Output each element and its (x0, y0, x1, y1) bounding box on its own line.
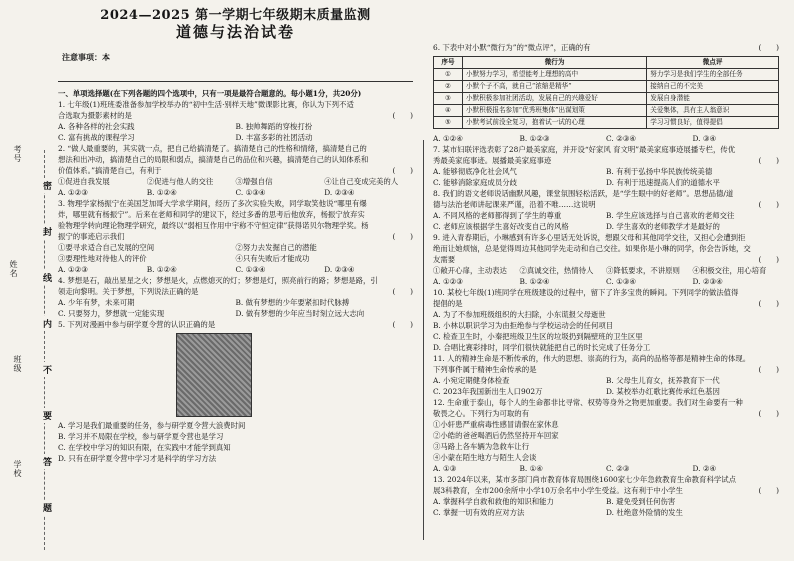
question-stem-text: 友需要 (433, 255, 456, 264)
question-stem-line (58, 143, 413, 154)
answer-option: D. ②③④ (324, 265, 355, 274)
answer-option: D. 有利于迅速提高人们的道德水平 (606, 178, 720, 187)
question-stem-line (58, 198, 413, 209)
question-block (433, 144, 779, 188)
question-block (433, 397, 779, 474)
answer-option-row (58, 264, 413, 275)
answer-option: A. ①②③ (58, 265, 88, 274)
table-cell: 小默个子不高，就自己“浓缩是精华” (463, 81, 647, 93)
question-stem-text: 2. “做人最重要的，其实就一点，把自己给搞清楚了。搞清楚自己的性格和情绪，搞清楚自己的 (58, 144, 367, 153)
table-cell: ③ (434, 93, 463, 105)
question-stem-text: 领走向黎明。关于梦想，下列说法正确的是 (58, 287, 199, 296)
binding-strip (0, 140, 36, 561)
answer-option-row (433, 221, 779, 232)
answer-option-row (58, 431, 413, 442)
question-stem-line (433, 144, 779, 155)
answer-option-row (433, 496, 779, 507)
answer-option: ④积极交往，用心培育 (692, 266, 767, 275)
question-stem-text: 9. 进入青春期后，小琳感到有许多心里话无处诉说，想跟父母和其他同学交往，又担心会遭到拒 (433, 233, 746, 242)
question-stem: 6. 下表中对小默“微行为”的“微点评”，正确的有 ( ) (433, 43, 779, 52)
answer-option: B. 有利于弘扬中华民族传统美德 (606, 167, 713, 176)
answer-option: ①要寻求适合自己发展的空间 (58, 243, 155, 252)
seal-char: 要 (40, 408, 53, 423)
question-stem-text: 11. 人的精神生命是不断传承的，伟大的思想、崇高的行为，高尚的品格等都是精神生命的体现。 (433, 354, 751, 363)
answer-option: ②促进与他人的交往 (146, 177, 214, 186)
answer-option: ②真诚交往，热情待人 (519, 266, 594, 275)
question-stem-line (58, 110, 413, 121)
section-heading: 一、单项选择题(在下列各题的四个选项中，只有一项是最符合题意的。每小题1分，共20分) (58, 89, 362, 98)
question-stem-text: 炸，哪里就有杨振宁”。后来在老师和同学的建议下，经过多番的思考后他放弃，杨振宁放弃实 (58, 210, 365, 219)
answer-option-row (58, 132, 413, 143)
binding-label-name: 姓名 (9, 260, 18, 278)
question-stem-text: 振宁的事迹启示我们 (58, 232, 125, 241)
answer-option: ③要理性地对待他人的评价 (58, 254, 147, 263)
answer-option-row (433, 463, 779, 474)
answer-option: C. ①③④ (606, 277, 636, 286)
question-stem-text: 12. 生命重于泰山，每个人的生命都非比寻常、权势等身外之物更加重要。我们对生命要有一种 (433, 398, 743, 407)
answer-option-row (58, 442, 413, 453)
table-cell: 关爱集体，具有主人翁意识 (647, 105, 779, 117)
question-stem-line (58, 319, 413, 330)
question-stem-text: 想法和出冲动，搞清楚自己的局限和弱点，搞清楚自己的品位和兴趣，搞清楚自己的认知体系和 (58, 155, 369, 164)
answer-paren: ( ) (392, 111, 413, 120)
answer-option: ②努力去发掘自己的潜能 (235, 243, 317, 252)
header-divider (58, 81, 413, 82)
answer-option: C. 能够消除家庭成员分歧 (433, 178, 517, 187)
answer-option: D. ②③④ (324, 188, 355, 197)
question-stem-text: 提倡的是 (433, 299, 463, 308)
question-stem-text: 合选取为摄影素材的是 (58, 111, 132, 120)
question-stem-line (58, 231, 413, 242)
question-stem-text: 展3科教育，全市200余所中小学10万余名中小学生受益。这有利于中小学生 (433, 486, 683, 495)
table-cell: 学习习惯良好，值得提倡 (647, 117, 779, 129)
answer-option: ③马路上各车辆为急救车让行 (433, 442, 530, 451)
answer-option: B. ①②④ (146, 265, 177, 274)
answer-option: B. ①②④ (519, 277, 550, 286)
answer-option: A. 小宛定期健身体检查 (433, 376, 510, 385)
question-stem-line (433, 474, 779, 485)
answer-option: C. ①③④ (235, 265, 266, 274)
table-cell: 接纳自己的不完美 (647, 81, 779, 93)
answer-option: B. 避免受到任何伤害 (606, 497, 676, 506)
answer-paren: ( ) (392, 287, 413, 296)
question-stem-line (58, 209, 413, 220)
answer-option-row (58, 187, 413, 198)
question-stem-text: 5. 下列对漫画中参与研学夏令营的认识正确的是 (58, 320, 216, 329)
right-questions (433, 144, 779, 518)
question-block (58, 99, 413, 143)
answer-option: A. 不同风格的老师都得到了学生的尊重 (433, 211, 562, 220)
answer-option: D. 只有在研学夏令营中学习才是科学的学习方法 (58, 454, 217, 463)
answer-option-row (433, 452, 779, 463)
answer-paren: ( ) (392, 320, 413, 329)
question-stem-text: 德与法治老师讲起课来严谨，沿着不唯……这说明 (433, 200, 596, 209)
study-tour-cartoon (176, 333, 252, 417)
question-stem-text: 13. 2024年以来，某市多部门尚市教育体育局围绕1600家七少年急救教育生命教育科学试点 (433, 475, 737, 484)
answer-option-row (58, 308, 413, 319)
table-cell: ⑤ (434, 117, 463, 129)
table-row (434, 81, 779, 93)
question-stem-text: 4. 梦想是石，敲出星星之火；梦想是火，点燃熄灭的灯；梦想是灯，照亮前行的路；梦想是路，引 (58, 276, 378, 285)
seal-char: 题 (40, 500, 53, 515)
question-stem-line (58, 286, 413, 297)
answer-option: ①小轩患严重病毒性感冒请假在家休息 (433, 420, 559, 429)
answer-option: C. 老师应该根据学生喜好改变自己的风格 (433, 222, 569, 231)
answer-option: B. 独帅舞蹈的穿梭打扮 (235, 122, 313, 131)
table-header-row (434, 57, 779, 69)
question-stem-text: 秀最美家庭事迹。展播最美家庭事迹 (433, 156, 552, 165)
answer-option-row (433, 386, 779, 397)
answer-paren: ( ) (758, 486, 779, 495)
answer-options (433, 133, 779, 144)
answer-option-row (58, 242, 413, 253)
answer-paren: ( ) (758, 255, 779, 264)
answer-option: ①促进自我发展 (58, 177, 110, 186)
answer-option: C. 在学校中学习的知识有限，在实践中才能学到真知 (58, 443, 231, 452)
table-header-cell: 微行为 (463, 57, 647, 69)
answer-option: ④让自己变成完美的人 (324, 177, 399, 186)
exam-title-line1: 2024—2025 第一学期七年级期末质量监测 (100, 8, 371, 23)
right-column (433, 42, 779, 518)
answer-option-row (433, 210, 779, 221)
answer-paren: ( ) (758, 156, 779, 165)
answer-option-row (58, 121, 413, 132)
question-stem-text: 敬畏之心。下列行为可取的有 (433, 409, 530, 418)
table-cell: 小默考试前没全复习，抱着试一试的心理 (463, 117, 647, 129)
question-stem-line (58, 165, 413, 176)
answer-option-row (58, 420, 413, 431)
question-block (58, 198, 413, 275)
answer-option: A. 能够彻底净化社会风气 (433, 167, 517, 176)
behavior-table (433, 56, 779, 129)
answer-paren: ( ) (758, 200, 779, 209)
question-stem-line (433, 232, 779, 243)
answer-option-row (433, 265, 779, 276)
question-stem-line (58, 220, 413, 231)
seal-char: 密 (40, 178, 53, 193)
answer-option: A. 各种各样的社会实践 (58, 122, 135, 131)
column-divider (423, 140, 424, 540)
answer-option: C. 2023年我国新出生人口902万 (433, 387, 543, 396)
answer-option-row (433, 430, 779, 441)
table-cell: 小默积极报名参加“优秀班集体”出谋划策 (463, 105, 647, 117)
answer-option: A. 少年有梦，未来可期 (58, 298, 135, 307)
left-column (58, 6, 413, 464)
answer-option: D. ②④ (692, 464, 717, 473)
answer-option: D. ③④ (692, 134, 717, 143)
table-row (434, 69, 779, 81)
answer-option: B. ①②③ (519, 134, 550, 143)
answer-option-row (433, 419, 779, 430)
answer-option: B. 学习并不局限在学校，参与研学夏令营也是学习 (58, 432, 224, 441)
answer-option-row (433, 507, 779, 518)
answer-option: B. 小林以职识学习为由拒绝参与学校运动会的任何项目 (433, 321, 614, 330)
answer-option: D. 合唱比赛彩排时，同学们很快就能把自己的时长完成了任务分工 (433, 343, 651, 352)
answer-option: C. ②③ (606, 464, 630, 473)
answer-option: ④只有失败后才能成功 (235, 254, 310, 263)
question-stem-line (433, 155, 779, 166)
answer-option: ①敞开心扉，主动表达 (433, 266, 507, 275)
answer-option: B. 做有梦想的少年要紧扣时代脉搏 (235, 298, 350, 307)
answer-option: D. 做有梦想的少年应当时刻立远大志向 (235, 309, 365, 318)
table-row (434, 93, 779, 105)
binding-label-school: 学校 (13, 460, 22, 478)
question-stem-text: 10. 某校七年级(1)班同学在班级建设的过程中，留下了许多宝贵的瞬间。下列同学的做法值得 (433, 288, 739, 297)
answer-option: A. ①③ (433, 464, 457, 473)
answer-option: C. 掌握一切有效的应对方法 (433, 508, 525, 517)
question-block (433, 232, 779, 287)
answer-option: ④小蒙在陌生地方与陌生人会谈 (433, 453, 537, 462)
question-stem-line (433, 287, 779, 298)
table-cell: ② (434, 81, 463, 93)
question-stem-line (433, 353, 779, 364)
answer-option-row (58, 253, 413, 264)
answer-option: ③增强自信 (235, 177, 273, 186)
question-stem-line (433, 298, 779, 309)
answer-option-row (58, 453, 413, 464)
seal-char: 不 (40, 362, 53, 377)
question-stem-text: 价值体系。”搞清楚自己，有利于 (58, 166, 162, 175)
answer-option-row (58, 176, 413, 187)
answer-option: A. 掌握科学自救和救他的知识和能力 (433, 497, 554, 506)
answer-option-row (433, 177, 779, 188)
seal-char: 线 (40, 270, 53, 285)
answer-option-row (433, 276, 779, 287)
question-stem-line (433, 485, 779, 496)
answer-option: D. 丰富多彩的社团活动 (235, 133, 313, 142)
seal-char: 封 (40, 224, 53, 239)
answer-paren: ( ) (758, 409, 779, 418)
question-block (58, 319, 413, 464)
answer-option: C. 只要努力，梦想就一定能实现 (58, 309, 165, 318)
question-stem-text: 1. 七年级(1)班班委准备参加学校举办的“初中生活·别样天地”微课影比赛，你认为下列不适 (58, 100, 354, 109)
table-cell: 努力学习是我们学生的全部任务 (647, 69, 779, 81)
answer-option: A. ①②④ (433, 134, 463, 143)
answer-option-row (433, 309, 779, 320)
question-stem-line (433, 397, 779, 408)
answer-option: D. ②③④ (692, 277, 723, 286)
answer-paren: ( ) (758, 365, 779, 374)
question-stem-line (433, 188, 779, 199)
table-row (434, 105, 779, 117)
answer-paren: ( ) (758, 299, 779, 308)
question-stem-text: 8. 我们的语文老师说话幽默风趣，课堂氛围轻松活跃，是“学生眼中的好老师”。思想品德/道 (433, 189, 734, 198)
binding-label-class: 班级 (13, 355, 22, 373)
question-block (433, 287, 779, 353)
answer-option: D. 杜绝意外险情的发生 (606, 508, 683, 517)
answer-paren: ( ) (392, 232, 413, 241)
question-stem-text: 3. 物理学家杨振宁在美国芝加哥大学求学期间，经历了多次实验失败，同学取笑他说“哪里有爆 (58, 199, 367, 208)
question-block (58, 143, 413, 198)
answer-option: ③降低要求，不讲原则 (606, 266, 680, 275)
answer-option-row (58, 297, 413, 308)
answer-option: A. 为了不参加班级组织的大扫除，小东谎报父母逝世 (433, 310, 606, 319)
question-stem-line (433, 408, 779, 419)
table-cell: ④ (434, 105, 463, 117)
answer-option-row (433, 331, 779, 342)
answer-option: C. ②③④ (606, 134, 636, 143)
table-cell: 小默努力学习，希望能考上理想的高中 (463, 69, 647, 81)
answer-option-row (433, 320, 779, 331)
question-stem-line (58, 275, 413, 286)
exam-title-line2: 道德与法治试卷 (175, 23, 295, 41)
answer-option: A. ①②③ (58, 188, 88, 197)
question-stem-text: 7. 某市妇联评选表彰了28户最美家庭，并开设“好家风 育文明”最美家庭事迹展播专栏，传优 (433, 145, 736, 154)
answer-option: D. 某校举办红歌比赛传承红色基因 (606, 387, 720, 396)
answer-option-row (433, 441, 779, 452)
left-questions (58, 99, 413, 464)
question-stem-text: 绝而让她烦恼，总是觉得周边其他同学先走动和自己交往。如果你是小琳的同学，你会告诉她，交 (433, 244, 751, 253)
answer-option-row (433, 375, 779, 386)
notice-heading: 注意事项：本 (62, 52, 110, 62)
question-stem-text: 下列事件属于精神生命传承的是 (433, 365, 537, 374)
table-header-cell: 微点评 (647, 57, 779, 69)
answer-option: C. 检查卫生时，小秦把班级卫生区的垃圾扔到隔壁班的卫生区里 (433, 332, 643, 341)
table-header-cell: 序号 (434, 57, 463, 69)
seal-char: 内 (40, 316, 53, 331)
table-cell: ① (434, 69, 463, 81)
binding-label-exam-no: 考号 (13, 145, 22, 163)
answer-option: B. ①④ (519, 464, 543, 473)
question-block (58, 275, 413, 319)
question-stem-line (433, 243, 779, 254)
question-block (433, 474, 779, 518)
table-row (434, 117, 779, 129)
answer-option: A. 学习是我们最重要的任务，参与研学夏令营大浪费时间 (58, 421, 246, 430)
answer-paren: ( ) (392, 166, 413, 175)
table-cell: 小默积极参加社团活动，发展自己的兴趣爱好 (463, 93, 647, 105)
answer-option: D. 学生喜欢的老师教学才是最好的 (606, 222, 720, 231)
answer-option: A. ①②③ (433, 277, 463, 286)
question-block (433, 188, 779, 232)
seal-line (44, 150, 45, 550)
question-stem-line (433, 199, 779, 210)
answer-option: B. 父母生儿育女，抚养教育下一代 (606, 376, 720, 385)
answer-option: ②小皓的爸爸喝酒后仍然坚持开车回家 (433, 431, 559, 440)
answer-option: C. ①③④ (235, 188, 266, 197)
question-stem-line (58, 154, 413, 165)
question-stem-line (433, 364, 779, 375)
answer-option: B. 学生应该选择与自己喜欢的老师交往 (606, 211, 735, 220)
question-stem-line (433, 254, 779, 265)
question-block (433, 353, 779, 397)
answer-option: B. ①②④ (146, 188, 177, 197)
answer-option-row (433, 342, 779, 353)
answer-option-row (433, 166, 779, 177)
question-stem-text: 验物理学转向理论物理学研究，最终以“弱相互作用中宇称不守恒定律”获得诺贝尔物理学奖。杨 (58, 221, 369, 230)
answer-option: C. 富有挑战的课程学习 (58, 133, 135, 142)
question-stem-line (58, 99, 413, 110)
table-cell: 发展自身潜能 (647, 93, 779, 105)
seal-char: 答 (40, 454, 53, 469)
